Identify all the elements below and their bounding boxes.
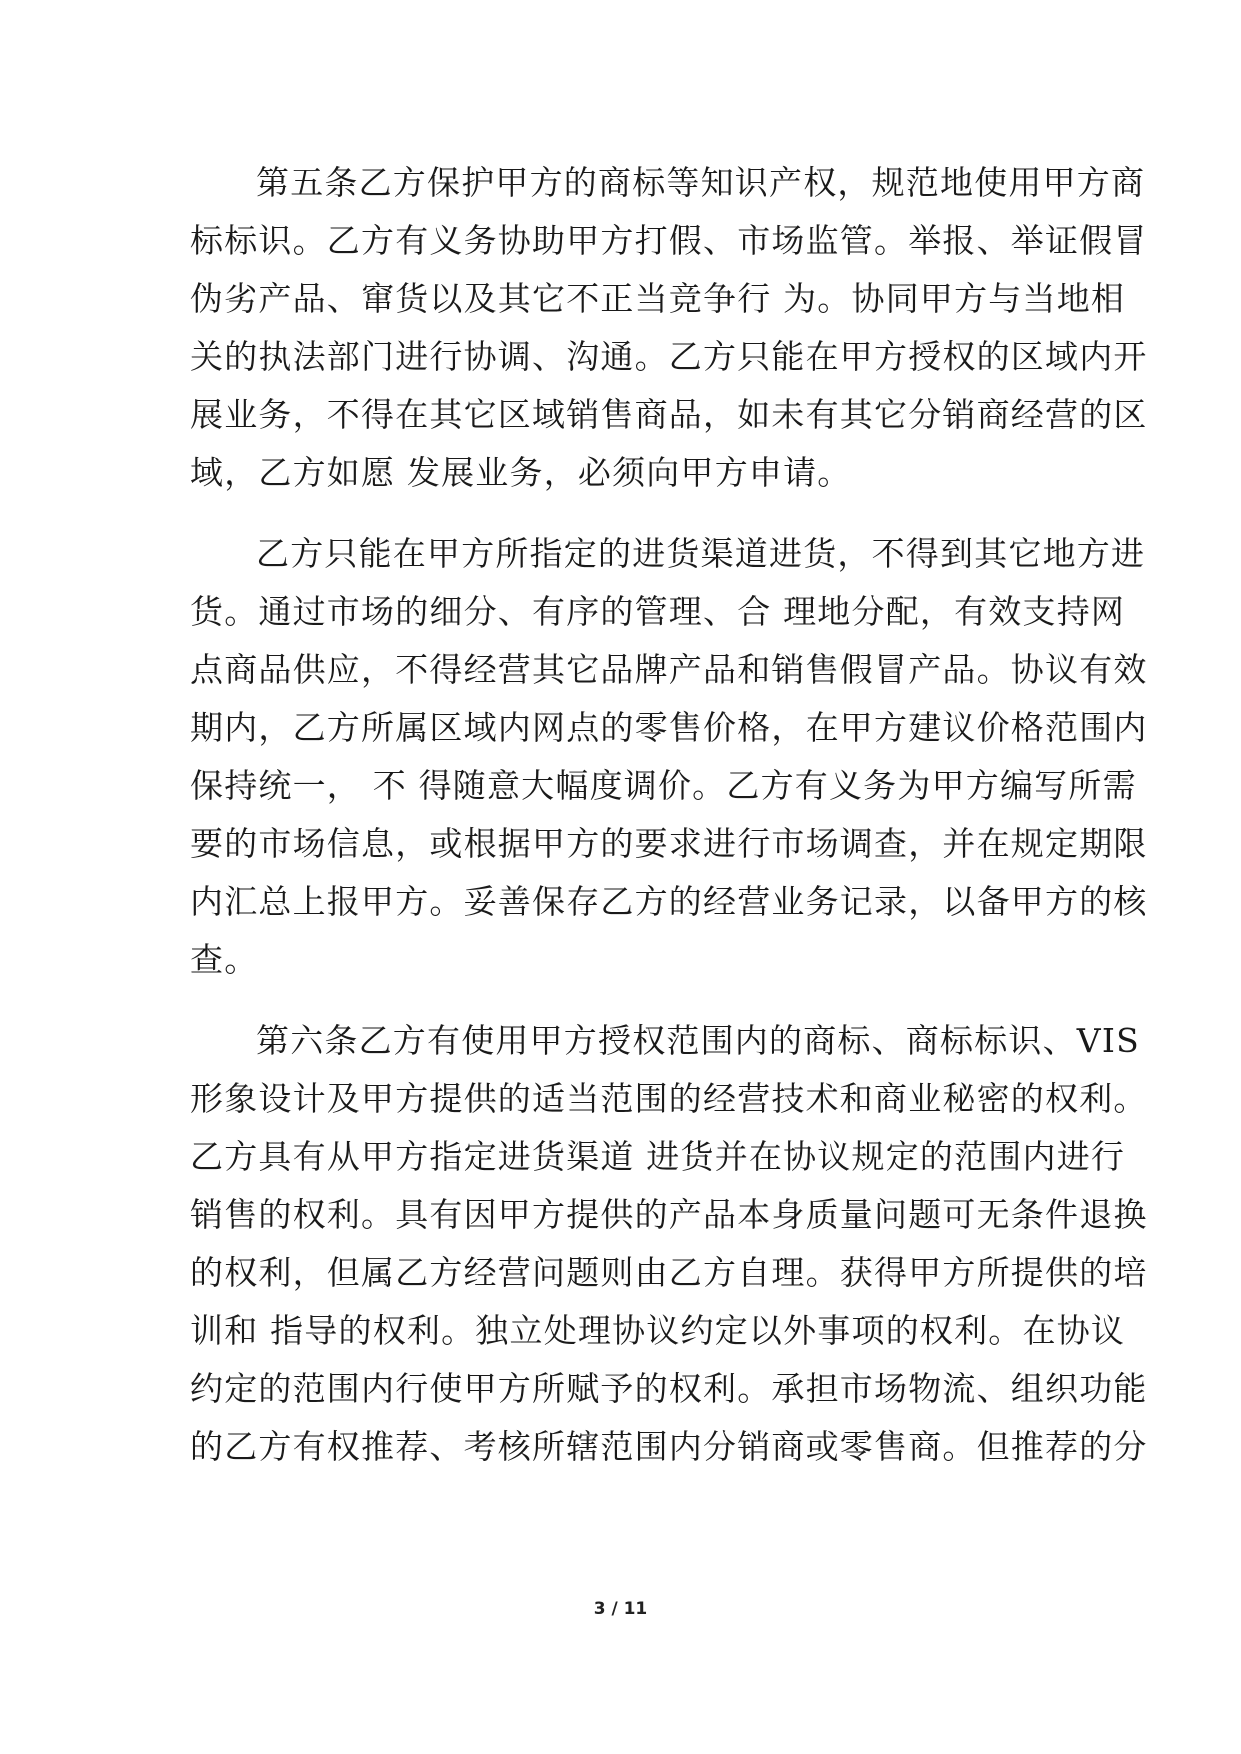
paragraph-line: 约定的范围内行使甲方所赋予的权利。承担市场物流、组织功能 [190,1369,1148,1408]
paragraph-line: 销售的权利。具有因甲方提供的产品本身质量问题可无条件退换 [190,1195,1148,1234]
paragraph-line: 保持统一， 不 得随意大幅度调价。乙方有义务为甲方编写所需 [190,766,1137,805]
paragraph-line: 关的执法部门进行协调、沟通。乙方只能在甲方授权的区域内开 [190,337,1148,376]
paragraph-line: 展业务，不得在其它区域销售商品，如未有其它分销商经营的区 [190,395,1148,434]
paragraph-line: 乙方具有从甲方指定进货渠道 进货并在协议规定的范围内进行 [190,1137,1126,1176]
paragraph-line: 域，乙方如愿 发展业务，必须向甲方申请。 [190,453,852,492]
paragraph-line: 期内，乙方所属区域内网点的零售价格，在甲方建议价格范围内 [190,708,1148,747]
paragraph-line: 要的市场信息，或根据甲方的要求进行市场调查，并在规定期限 [190,824,1148,863]
page-number: 3 / 11 [593,1599,648,1619]
paragraph-line: 点商品供应，不得经营其它品牌产品和销售假冒产品。协议有效 [190,650,1148,689]
paragraph-line: 内汇总上报甲方。妥善保存乙方的经营业务记录，以备甲方的核 [190,882,1148,921]
paragraph-line: 第六条乙方有使用甲方授权范围内的商标、商标标识、VIS [256,1021,1140,1060]
paragraph-line: 的乙方有权推荐、考核所辖范围内分销商或零售商。但推荐的分 [190,1427,1148,1466]
paragraph-line: 伪劣产品、窜货以及其它不正当竞争行 为。协同甲方与当地相 [190,279,1126,318]
paragraph-line: 标标识。乙方有义务协助甲方打假、市场监管。举报、举证假冒 [190,221,1148,260]
paragraph-line: 训和 指导的权利。独立处理协议约定以外事项的权利。在协议 [190,1311,1126,1350]
paragraph-line: 货。通过市场的细分、有序的管理、合 理地分配，有效支持网 [190,592,1126,631]
paragraph-line: 的权利，但属乙方经营问题则由乙方自理。获得甲方所提供的培 [190,1253,1148,1292]
paragraph-line: 查。 [190,940,259,979]
paragraph-line: 形象设计及甲方提供的适当范围的经营技术和商业秘密的权利。 [190,1079,1148,1118]
paragraph-line: 乙方只能在甲方所指定的进货渠道进货，不得到其它地方进 [256,534,1146,573]
paragraph-line: 第五条乙方保护甲方的商标等知识产权，规范地使用甲方商 [256,163,1146,202]
